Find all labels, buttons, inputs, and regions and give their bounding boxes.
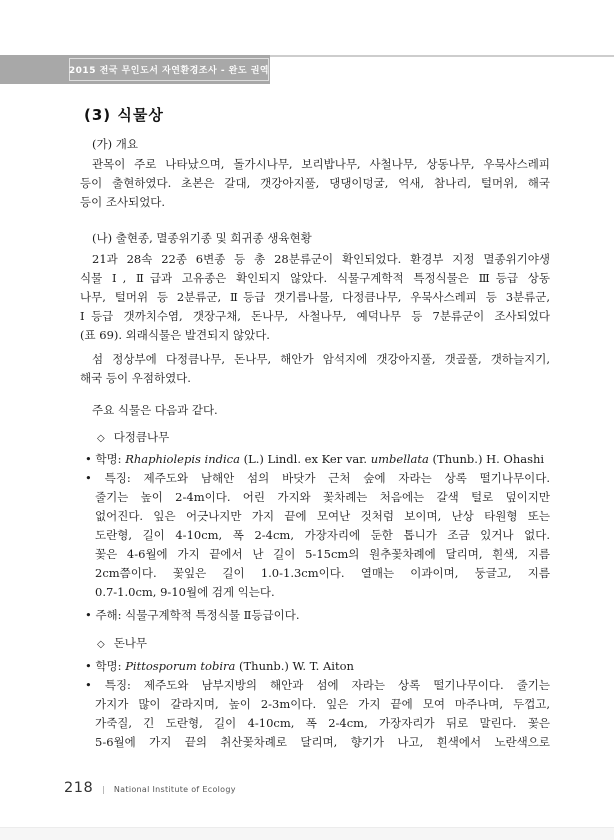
subsection-heading-species-status: (나) 출현종, 멸종위기종 및 희귀종 생육현황 [92, 231, 312, 245]
species-description-rhaphiolepis [85, 469, 550, 602]
text-line: Ⅰ등급 갯까치수염, 갯장구채, 돈나무, 사철나무, 예덕나무 등 7분류군이 조사되었다 [80, 309, 550, 323]
diamond-bullet-icon: ◇ [97, 433, 105, 444]
page-number: 218 [64, 780, 94, 796]
chapter-header-band [0, 55, 270, 84]
species-scientific-name-rhaphiolepis [85, 450, 550, 469]
text-line: 나무, 털머위 등 2분류군, Ⅱ등급 갯기름나물, 다정큼나무, 우묵사스레피 등 3분류군, [80, 290, 550, 304]
text-line: 5-6월에 가지 끝의 취산꽃차례로 달리며, 향기가 나고, 흰색에서 노란색으로 [95, 735, 550, 749]
text-line: 없어진다. 잎은 어긋나지만 가지 끝에 모여난 것처럼 보이며, 난상 타원형 또는 [95, 509, 550, 523]
species-status-paragraph-1 [80, 250, 550, 345]
section-title: (3) 식물상 [84, 106, 164, 124]
species-scientific-name-pittosporum [85, 657, 550, 676]
text-line: 21과 28속 22종 6변종 등 총 28분류군이 확인되었다. 환경부 지정 멸종위기야생 [92, 252, 550, 266]
text-line: 섬 정상부에 다정큼나무, 돈나무, 해안가 암석지에 갯강아지풀, 갯골풀, 갯하늘지기, [92, 352, 550, 366]
text-line: 0.7-1.0cm, 9-10월에 검게 익는다. [95, 585, 275, 599]
page-bottom-edge [0, 827, 614, 840]
subsection-heading-overview: (가) 개요 [92, 137, 138, 151]
species-status-paragraph-3 [80, 401, 550, 420]
species-note-rhaphiolepis [85, 606, 550, 625]
publisher-name: National Institute of Ecology [113, 785, 236, 794]
text-line: • 특징: 제주도와 남해안 섬의 바닷가 근처 숲에 자라는 상록 떨기나무이다. [85, 471, 550, 485]
header-rule [270, 55, 614, 57]
text-line: (표 69). 외래식물은 발견되지 않았다. [80, 328, 270, 342]
text-line: 등이 출현하였다. 초본은 갈대, 갯강아지풀, 댕댕이덩굴, 억새, 참나리, 털머위, 해국 [80, 176, 550, 190]
species-status-paragraph-2 [80, 350, 550, 388]
page-footer [64, 780, 236, 796]
text-line: 등이 조사되었다. [80, 195, 166, 209]
text-line: 꽃은 4-6월에 가지 끝에서 난 길이 5-15cm의 원추꽃차례에 달리며, 흰색, 지름 [95, 547, 550, 561]
species-name: 돈나무 [113, 636, 148, 650]
text-line: 관목이 주로 나타났으며, 돌가시나무, 보리밥나무, 사철나무, 상동나무, 우묵사스레피 [92, 157, 550, 171]
chapter-title-box [69, 58, 269, 81]
text-line: • 주해: 식물구계학적 특정식물 Ⅱ등급이다. [85, 608, 300, 622]
overview-paragraph [80, 155, 550, 212]
text-line: 도란형, 길이 4-10cm, 폭 2-4cm, 가장자리에 둔한 톱니가 조금 있거나 없다. [95, 528, 550, 542]
footer-divider: | [102, 785, 105, 794]
species-heading-rhaphiolepis [97, 428, 169, 448]
diamond-bullet-icon: ◇ [97, 639, 105, 650]
text-line: 줄기는 높이 2-4m이다. 어린 가지와 꽃차례는 처음에는 갈색 털로 덮이지만 [95, 490, 550, 504]
text-line: 가지가 많이 갈라지며, 높이 2-3m이다. 잎은 가지 끝에 모여 마주나며, 두껍고, [95, 697, 550, 711]
text-line: 2cm쯤이다. 꽃잎은 길이 1.0-1.3cm이다. 열매는 이과이며, 둥글고, 지름 [95, 566, 550, 580]
text-line: 가죽질, 긴 도란형, 길이 4-10cm, 폭 2-4cm, 가장자리가 뒤로 말린다. 꽃은 [95, 716, 550, 730]
species-description-pittosporum [85, 676, 550, 752]
text-line: • 학명: Rhaphiolepis indica (L.) Lindl. ex Ker var. umbellata (Thunb.) H. Ohashi [85, 452, 545, 466]
species-name: 다정큼나무 [113, 430, 170, 444]
chapter-title: 2015 전국 무인도서 자연환경조사 - 완도 권역 [68, 66, 270, 76]
text-line: • 특징: 제주도와 남부지방의 해안과 섬에 자라는 상록 떨기나무이다. 줄기는 [85, 678, 550, 692]
text-line: • 학명: Pittosporum tobira (Thunb.) W. T. Aiton [85, 659, 354, 673]
text-line: 식물 Ⅰ, Ⅱ급과 고유종은 확인되지 않았다. 식물구계학적 특정식물은 Ⅲ등급 상동 [80, 271, 550, 285]
text-line: 해국 등이 우점하였다. [80, 371, 191, 385]
species-heading-pittosporum [97, 634, 147, 654]
text-line: 주요 식물은 다음과 같다. [92, 403, 218, 417]
